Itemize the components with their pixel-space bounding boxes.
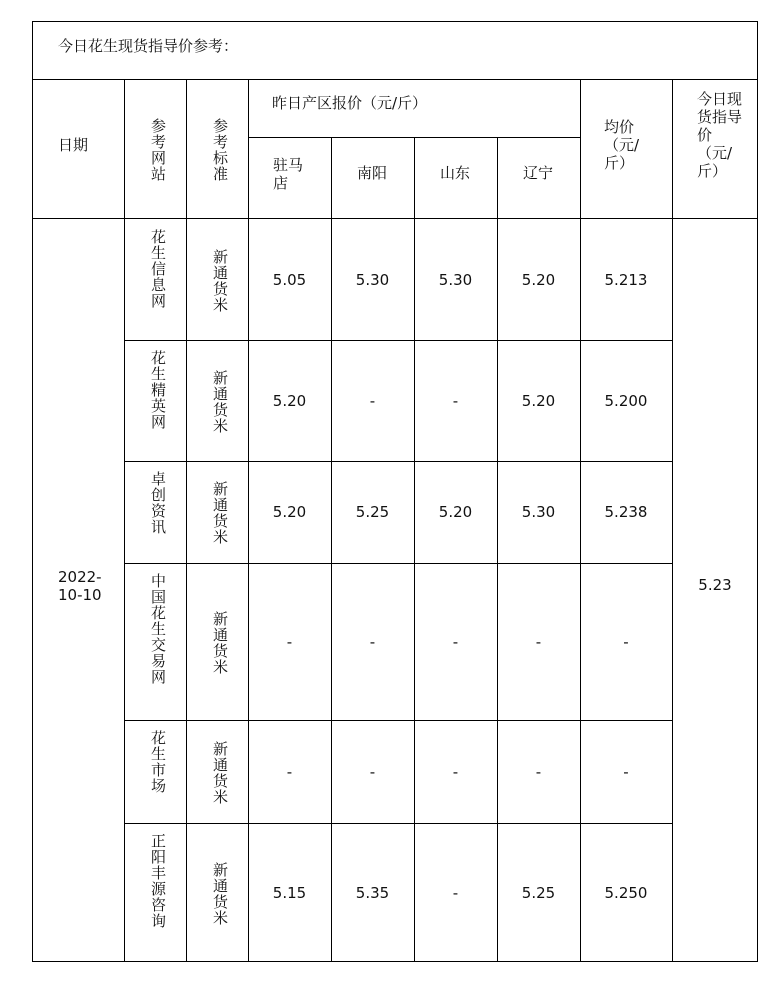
row-price: 5.20 [521,270,556,289]
row-price: - [369,632,376,651]
row-avg: 5.200 [604,391,648,410]
grid-line [414,137,415,962]
header-standard: 参考标准 [211,118,229,182]
grid-line [672,79,673,962]
grid-line [124,823,672,824]
grid-line [331,137,332,962]
row-price: - [286,762,293,781]
row-avg: 5.250 [604,883,648,902]
row-standard: 新通货米 [211,610,229,675]
row-avg: 5.213 [604,270,648,289]
grid-line [124,563,672,564]
row-site: 卓创资讯 [149,471,167,535]
grid-line [124,461,672,462]
row-price: - [535,762,542,781]
grid-line [497,137,498,962]
header-region-zhumadian: 驻马店 [273,156,304,192]
row-standard: 新通货米 [211,740,229,805]
header-yesterday-group: 昨日产区报价（元/斤） [272,94,428,112]
header-region-nanyang: 南阳 [356,164,387,182]
row-standard: 新通货米 [211,861,229,926]
row-price: 5.20 [521,391,556,410]
grid-line [186,79,187,962]
row-site: 正阳丰源咨询 [149,833,167,929]
header-region-liaoning: 辽宁 [522,164,553,182]
grid-line [32,79,758,80]
row-price: 5.20 [272,391,307,410]
header-date: 日期 [58,136,89,154]
grid-line [124,720,672,721]
row-price: 5.05 [272,270,307,289]
row-price: - [535,632,542,651]
row-price: 5.30 [521,503,556,521]
row-avg: - [623,762,629,781]
row-price: - [452,632,459,651]
row-price: 5.30 [355,270,390,289]
row-standard: 新通货米 [211,248,229,313]
row-price: - [286,632,293,651]
grid-line [124,79,125,962]
row-price: - [452,391,459,410]
table-title: 今日花生现货指导价参考： [58,37,239,55]
row-price: 5.15 [272,883,307,902]
row-standard: 新通货米 [211,481,229,545]
row-price: 5.25 [521,883,556,902]
row-price: 5.20 [272,503,307,521]
header-region-shandong: 山东 [439,164,470,182]
header-today: 今日现货指导价（元/斤） [697,90,743,180]
row-price: - [369,391,376,410]
grid-line [124,340,672,341]
grid-line [32,218,758,219]
row-avg: - [623,632,629,651]
row-price: 5.30 [438,270,473,289]
row-site: 花生市场 [149,730,167,794]
header-avg: 均价（元/斤） [604,118,640,172]
row-site: 花生信息网 [149,229,167,309]
row-price: - [452,762,459,781]
row-site: 花生精英网 [149,350,167,430]
date-value: 2022-10-10 [58,568,102,604]
header-site: 参考网站 [149,118,167,182]
row-price: 5.35 [355,883,390,902]
row-price: - [369,762,376,781]
row-standard: 新通货米 [211,369,229,434]
row-site: 中国花生交易网 [149,573,167,685]
today-price-value: 5.23 [698,576,732,594]
row-price: - [452,883,459,902]
row-price: 5.20 [438,503,473,521]
row-avg: 5.238 [604,503,648,521]
row-price: 5.25 [355,503,390,521]
